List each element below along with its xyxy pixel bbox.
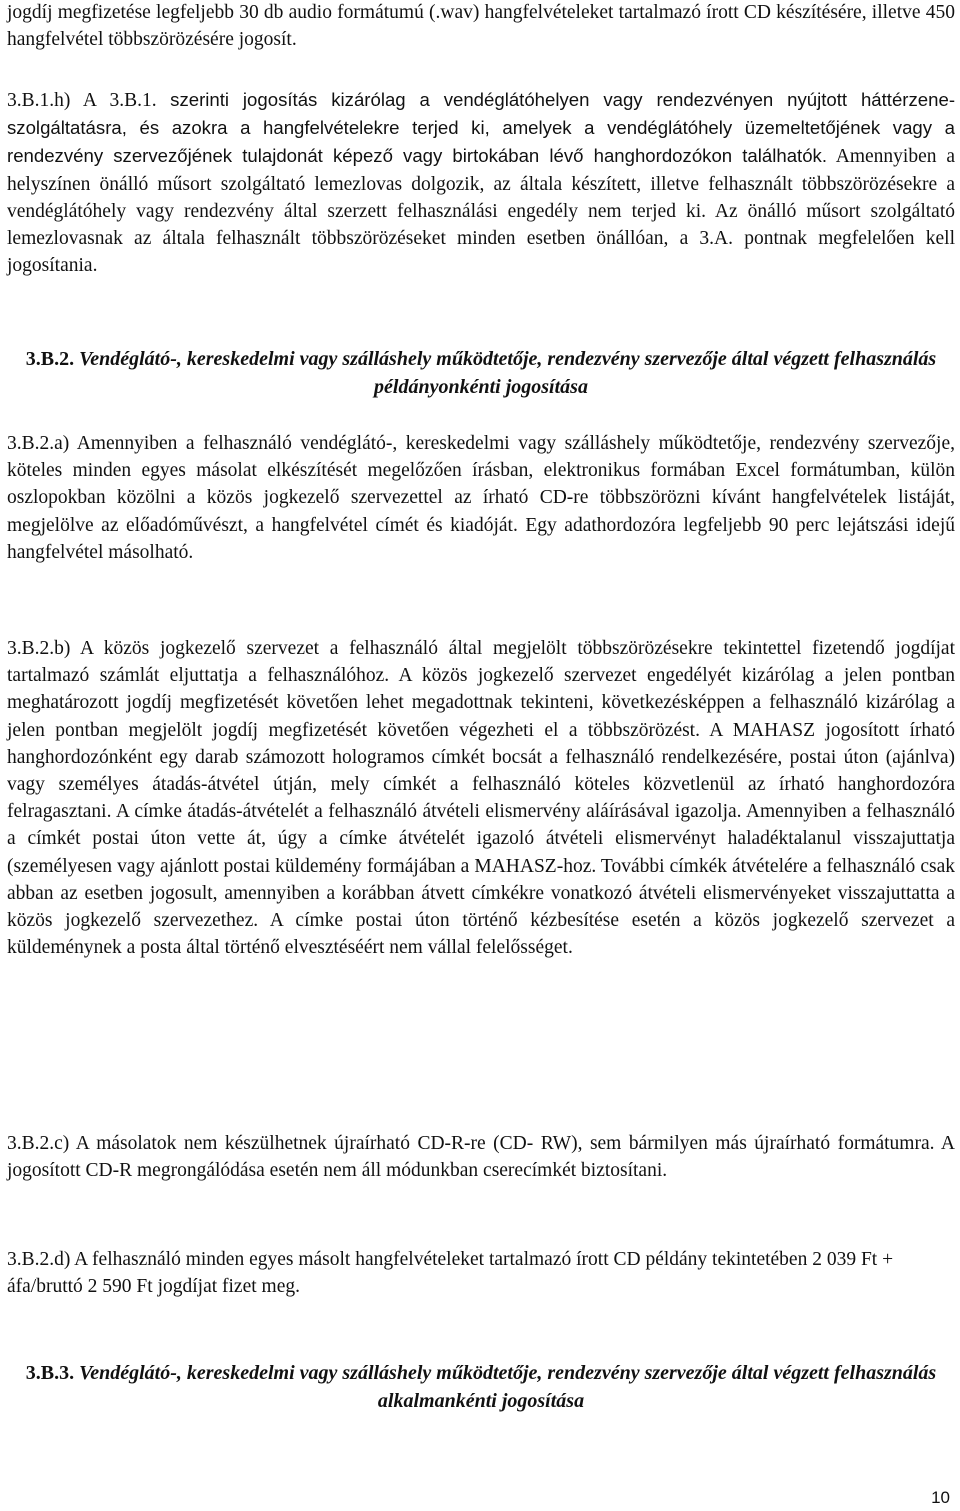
paragraph-3b1h xyxy=(7,86,955,279)
heading-3b3-number: 3.B.3. xyxy=(25,1362,75,1384)
heading-3b2-title: Vendéglátó-, kereskedelmi vagy szálláshely működtetője, rendezvény szervezője által végzett felhasználás példányonkénti jogosítása xyxy=(79,348,937,398)
paragraph-3b1h-ref: 3.B.1.h) A 3.B.1. xyxy=(7,90,157,111)
paragraph-3b1h-sans: szerinti jogosítás kizárólag a vendéglátóhelyen vagy rendezvényen nyújtott háttérzene-szolgáltatásra, és azokra a hangfelvételekre terjed ki, amelyek a vendéglátóhely üzemeltetőjének vagy a rendezvény szervezőjének tulajdonát képező vagy birtokában lévő hanghordozókon találhatók. xyxy=(7,89,956,167)
heading-3b3-title: Vendéglátó-, kereskedelmi vagy szálláshely működtetője, rendezvény szervezője által végzett felhasználás alkalmankénti jogosítása xyxy=(79,1362,937,1412)
heading-3b2-number: 3.B.2. xyxy=(25,348,75,370)
heading-3b2 xyxy=(7,346,955,401)
paragraph-3b2b: 3.B.2.b) A közös jogkezelő szervezet a felhasználó által megjelölt többszörözésekre tekintettel fizetendő jogdíjat tartalmazó számlát eljuttatja a felhasználóhoz. A közös jogkezelő szervezet engedélyét kizárólag a jelen pontban meghatározott jogdíj megfizetését követően lehet megadottnak tekinteni, következésképpen a felhasználó kizárólag a jelen pontban megjelölt jogdíj megfizetését követően végezheti el a többszörözést. A MAHASZ jogosított írható hanghordozónként egy darab számozott hologramos címkét bocsát a felhasználó rendelkezésére, postai úton (ajánlva) vagy személyes átadás-átvétel útján, mely címkét a felhasználó köteles közvetlenül az írható hanghordozóra felragasztani. A címke átadás-átvételét a felhasználó átvételi elismervény aláírásával igazolja. Amennyiben a felhasználó a címkét postai úton vette át, úgy a címke átvételét igazoló átvételi elismervényt haladéktalanul visszajuttatja (személyesen vagy ajánlott postai küldemény formájában a MAHASZ-hoz. További címkék átvételére a felhasználó csak abban az esetben jogosult, amennyiben a korábban átvett címkékre vonatkozó átvételi elismervényeket visszajuttatta a közös jogkezelő szervezethez. A címke postai úton történő kézbesítése esetén a közös jogkezelő szervezet a küldeménynek a posta által történő elvesztéséért nem vállal felelősséget. xyxy=(7,638,955,959)
page-number: 10 xyxy=(931,1488,950,1507)
paragraph-3b2a: 3.B.2.a) Amennyiben a felhasználó vendéglátó-, kereskedelmi vagy szálláshely működtetője, rendezvény szervezője, köteles minden egyes másolat elkészítését megelőzően írásban, elektronikus formában Excel formátumban, külön oszlopokban közölni a közös jogkezelő szervezettel az írható CD-re többszörözni kívánt hangfelvételek listáját, megjelölve az előadóművészt, a hangfelvétel címét és kiadóját. Egy adathordozóra legfeljebb 90 perc lejátszási idejű hangfelvétel másolható. xyxy=(7,433,955,563)
paragraph-3b1h-rest: Amennyiben a helyszínen önálló műsort szolgáltató lemezlovas dolgozik, az általa készített, illetve felhasznált többszörözésekre a vendéglátóhely vagy rendezvény által szerzett felhasználási engedély nem terjed ki. Az önálló műsort szolgáltató lemezlovasnak az általa felhasznált többszörözéseket minden esetben önállóan, a 3.A. pontnak megfelelően kell jogosítania. xyxy=(7,146,955,277)
paragraph-3b2d: 3.B.2.d) A felhasználó minden egyes másolt hangfelvételeket tartalmazó írott CD példány tekintetében 2 039 Ft + áfa/bruttó 2 590 Ft jogdíjat fizet meg. xyxy=(7,1249,894,1298)
paragraph-3b2c: 3.B.2.c) A másolatok nem készülhetnek újraírható CD-R-re (CD- RW), sem bármilyen más újraírható formátumra. A jogosított CD-R megrongálódása esetén nem áll módunkban cserecímkét biztosítani. xyxy=(7,1133,955,1182)
paragraph-intro: jogdíj megfizetése legfeljebb 30 db audio formátumú (.wav) hangfelvételeket tartalmazó írott CD készítésére, illetve 450 hangfelvétel többszörözésére jogosít. xyxy=(7,2,955,51)
heading-3b3 xyxy=(7,1360,955,1415)
